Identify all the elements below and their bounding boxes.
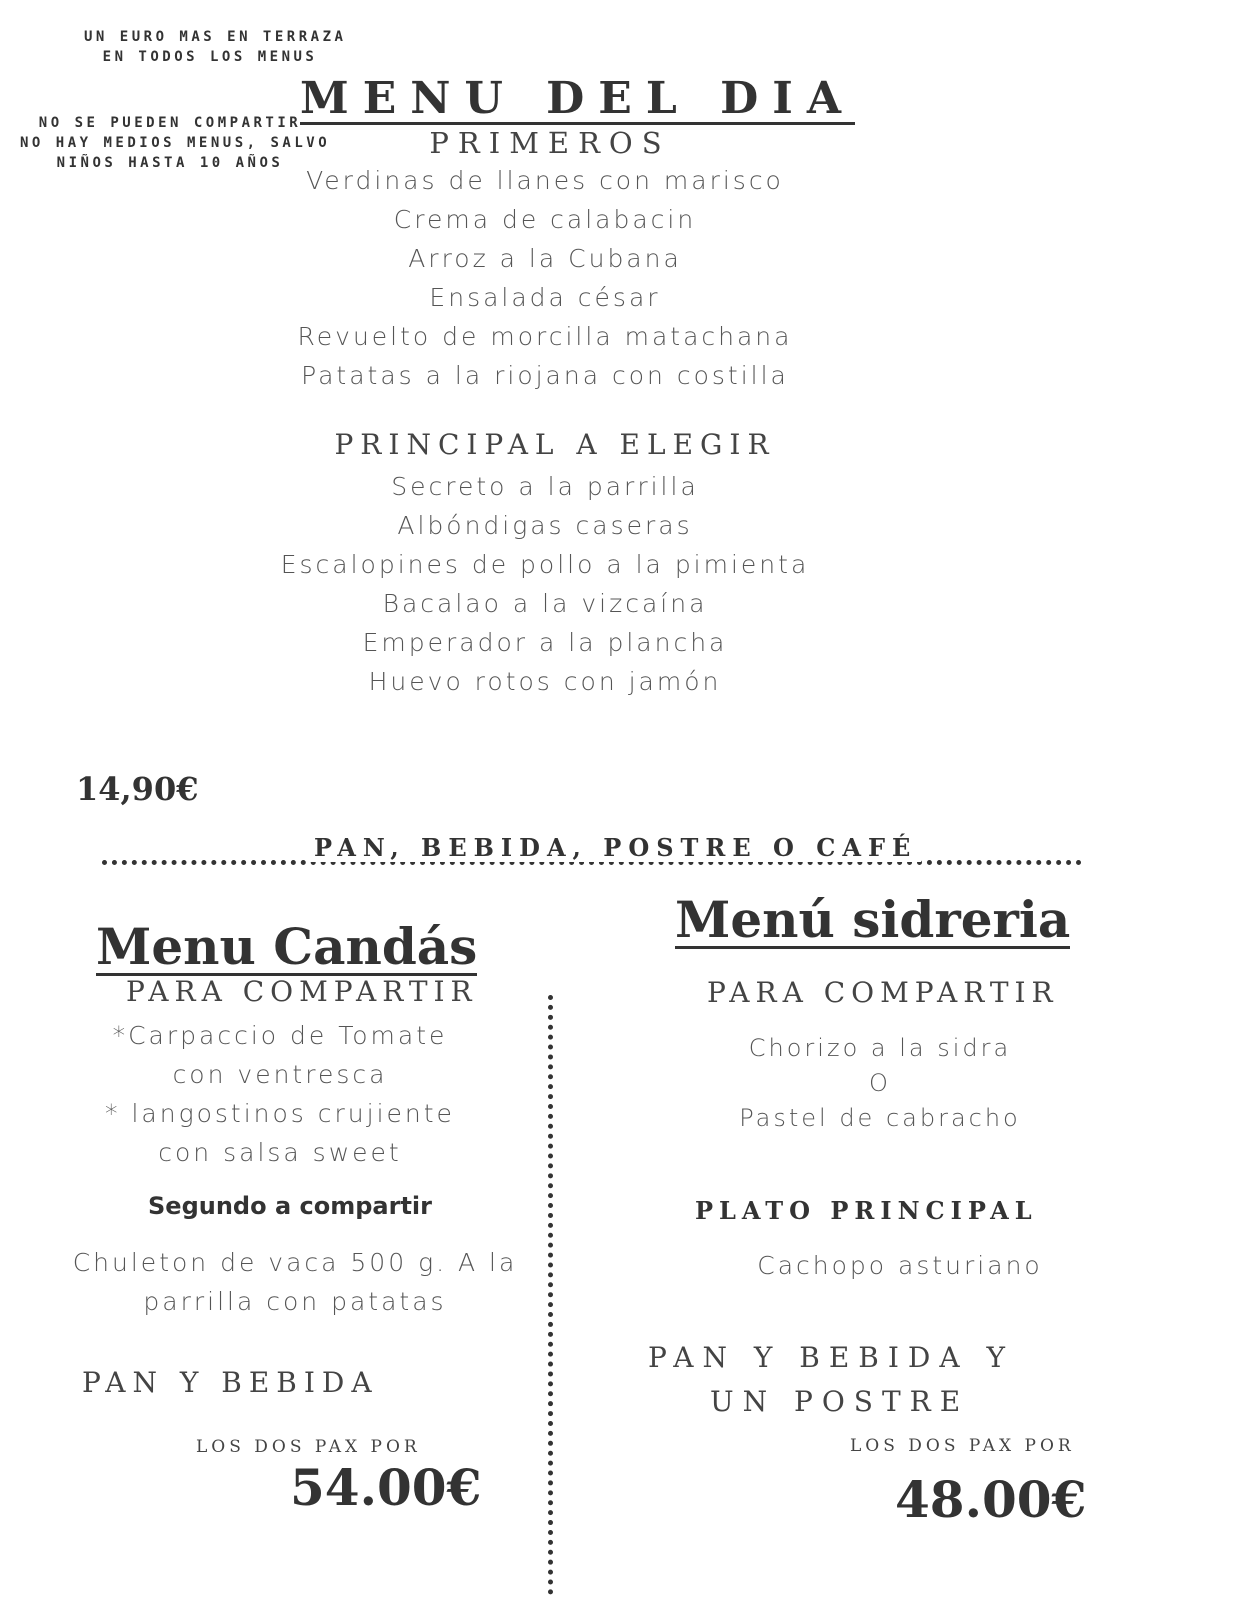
terraza-note-line: UN EURO MAS EN TERRAZA — [84, 29, 347, 45]
principal-item: Bacalao a la vizcaína — [382, 589, 708, 618]
sidreria-principal-item: Cachopo asturiano — [757, 1251, 1043, 1280]
candas-segundo-heading: Segundo a compartir — [148, 1192, 432, 1220]
candas-compartir-item: *Carpaccio de Tomate — [112, 1021, 448, 1050]
principal-heading: PRINCIPAL A ELEGIR — [334, 428, 776, 461]
candas-price-label: LOS DOS PAX POR — [196, 1437, 421, 1457]
candas-compartir-list — [60, 1016, 500, 1173]
menu-dia-title: MENU DEL DIA — [300, 73, 855, 124]
terraza-note — [84, 27, 347, 67]
primeros-item: Arroz a la Cubana — [408, 244, 682, 273]
sidreria-includes-line: PAN Y BEBIDA Y — [648, 1341, 1014, 1374]
sidreria-compartir-item: Pastel de cabracho — [739, 1104, 1021, 1132]
sidreria-includes-line: UN POSTRE — [710, 1385, 970, 1418]
principales-list — [245, 467, 845, 702]
primeros-item: Ensalada césar — [429, 283, 661, 312]
candas-compartir-item: con ventresca — [172, 1060, 388, 1089]
principal-item: Huevo rotos con jamón — [368, 667, 722, 696]
candas-includes: PAN Y BEBIDA — [82, 1366, 379, 1399]
menu-sidreria-title: Menú sidreria — [675, 890, 1071, 949]
candas-compartir-heading: PARA COMPARTIR — [126, 975, 478, 1008]
sidreria-compartir-item: Chorizo a la sidra — [748, 1034, 1012, 1062]
menu-dia-includes: PAN, BEBIDA, POSTRE O CAFÉ — [310, 834, 921, 862]
menu-candas-title: Menu Candás — [96, 917, 478, 976]
sidreria-compartir-heading: PARA COMPARTIR — [707, 976, 1059, 1009]
primeros-item: Crema de calabacin — [393, 205, 697, 234]
sidreria-price-label: LOS DOS PAX POR — [850, 1436, 1075, 1456]
compartir-note-line: NO SE PUEDEN COMPARTIR — [38, 115, 302, 131]
primeros-item: Patatas a la riojana con costilla — [301, 361, 789, 390]
sidreria-principal-list — [700, 1246, 1100, 1286]
sidreria-price: 48.00€ — [895, 1470, 1087, 1529]
sidreria-includes — [648, 1336, 1014, 1424]
sidreria-principal-heading: PLATO PRINCIPAL — [695, 1196, 1038, 1225]
principal-item: Escalopines de pollo a la pimienta — [280, 550, 810, 579]
candas-price: 54.00€ — [290, 1458, 482, 1517]
candas-segundo-list — [40, 1243, 550, 1322]
compartir-note-line: NIÑOS HASTA 10 AÑOS — [56, 155, 284, 171]
menu-dia-price: 14,90€ — [76, 770, 199, 808]
terraza-note-line: EN TODOS LOS MENUS — [102, 49, 318, 65]
candas-segundo-item: Chuleton de vaca 500 g. A la — [72, 1248, 518, 1277]
primeros-list — [245, 161, 845, 396]
principal-item: Albóndigas caseras — [397, 511, 693, 540]
candas-compartir-item: con salsa sweet — [158, 1138, 402, 1167]
primeros-item: Revuelto de morcilla matachana — [297, 322, 793, 351]
principal-item: Emperador a la plancha — [362, 628, 728, 657]
principal-item: Secreto a la parrilla — [391, 472, 699, 501]
compartir-note-line: NO HAY MEDIOS MENUS, SALVO — [20, 135, 331, 151]
candas-compartir-item: * langostinos crujiente — [105, 1099, 455, 1128]
sidreria-compartir-list — [680, 1029, 1080, 1137]
candas-segundo-item: parrilla con patatas — [143, 1287, 447, 1316]
sidreria-compartir-item: O — [869, 1069, 891, 1097]
primeros-heading: PRIMEROS — [429, 126, 671, 160]
primeros-item: Verdinas de llanes con marisco — [306, 166, 784, 195]
